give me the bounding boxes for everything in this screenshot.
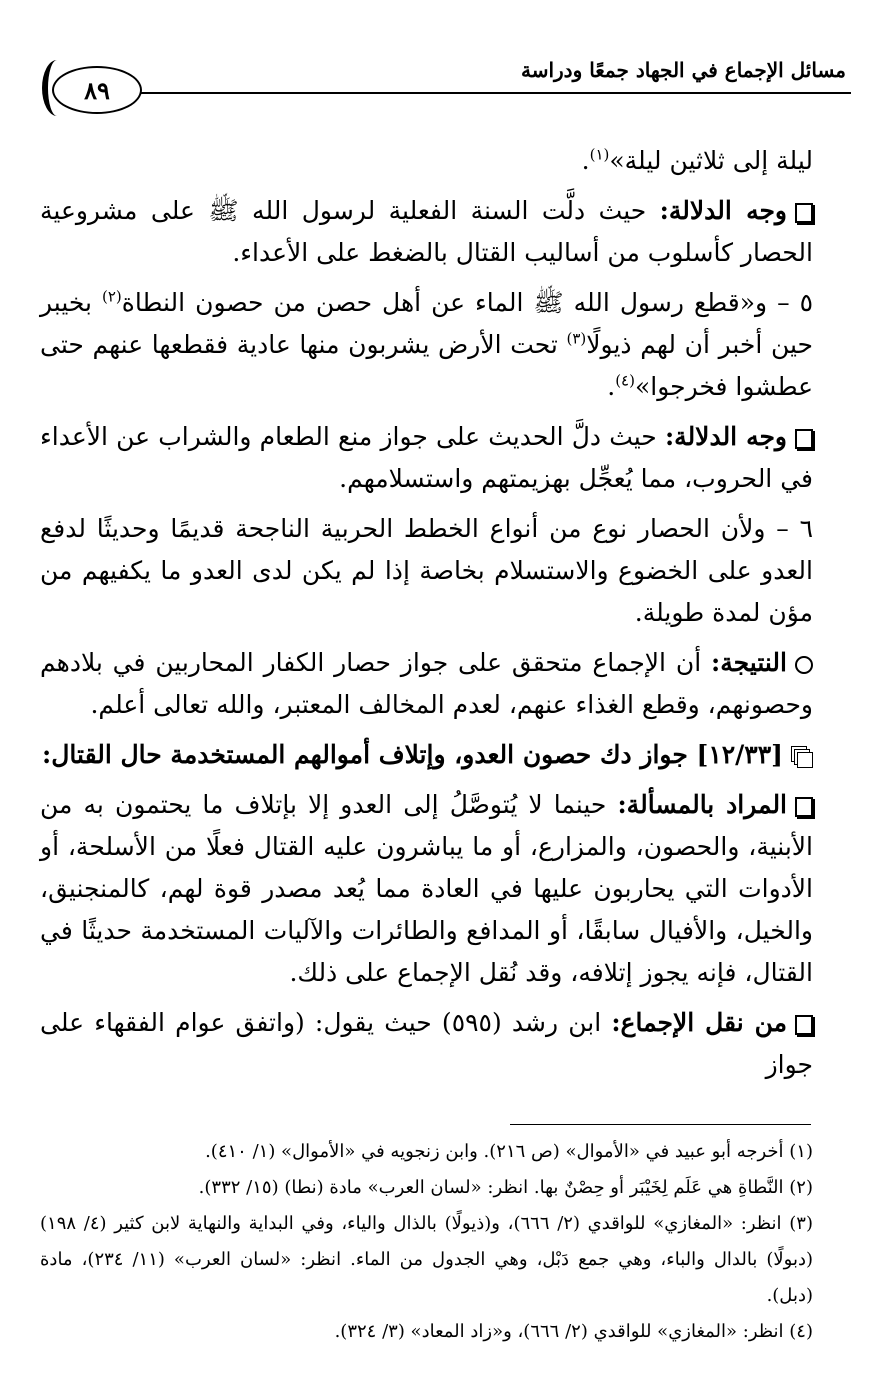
paragraph-item-5 bbox=[40, 282, 813, 408]
paragraph-term: النتيجة: bbox=[711, 648, 787, 677]
paragraph-meaning bbox=[40, 784, 813, 994]
footnote: (٢) النَّطاةِ هي عَلَم لِخَيْبَر أو حِصْنٌ بها. انظر: «لسان العرب» مادة (نطا) (١٥/ ٣٣٢). bbox=[198, 1177, 813, 1198]
running-title: مسائل الإجماع في الجهاد جمعًا ودراسة bbox=[520, 58, 846, 82]
paragraph-indication bbox=[40, 190, 813, 274]
stacked-pages-icon bbox=[791, 746, 813, 768]
paragraph-text: ابن رشد (٥٩٥) حيث يقول: (واتفق عوام الفقهاء على جواز bbox=[40, 1008, 813, 1079]
paragraph-item-6: ٦ – ولأن الحصار نوع من أنواع الخطط الحربية الناجحة قديمًا وحديثًا لدفع العدو على الخضوع والاستسلام بخاصة إذا لم يكن لدى العدو ما يكفيهم من مؤن لمدة طويلة. bbox=[40, 514, 813, 627]
section-heading bbox=[40, 734, 813, 776]
paragraph-term: وجه الدلالة: bbox=[659, 196, 787, 225]
circle-bullet-icon bbox=[795, 656, 813, 674]
paragraph-text: بخيبر حين أخبر أن لهم ذيولًا bbox=[40, 288, 813, 359]
footnote: (١) أخرجه أبو عبيد في «الأموال» (ص ٢١٦). وابن زنجويه في «الأموال» (١/ ٤١٠). bbox=[205, 1141, 813, 1162]
paragraph-text: أن الإجماع متحقق على جواز حصار الكفار المحاربين في بلادهم وحصونهم، وقطع الغذاء عنهم، لعدم المخالف المعتبر، والله تعالى أعلم. bbox=[40, 648, 813, 719]
paragraph-consensus bbox=[40, 1002, 813, 1086]
paragraph-text: ليلة إلى ثلاثين ليلة» bbox=[609, 146, 813, 175]
footnote-ref: (٣) bbox=[566, 329, 587, 348]
footnote-ref: (٤) bbox=[615, 371, 635, 390]
square-bullet-icon bbox=[795, 797, 813, 817]
body-text bbox=[40, 140, 813, 1094]
paragraph-text: حيث دلَّ الحديث على جواز منع الطعام والشراب عن الأعداء في الحروب، مما يُعجِّل بهزيمتهم واستسلامهم. bbox=[40, 422, 813, 493]
paragraph-term: من نقل الإجماع: bbox=[611, 1008, 788, 1037]
footnote-ref: (١) bbox=[589, 145, 610, 164]
section-heading-text: [١٢/٣٣] جواز دك حصون العدو، وإتلاف أموالهم المستخدمة حال القتال: bbox=[42, 740, 783, 769]
paragraph-result bbox=[40, 642, 813, 726]
paragraph-indication bbox=[40, 416, 813, 500]
header-rule bbox=[140, 92, 851, 94]
paragraph-text: تحت الأرض يشربون منها عادية فقطعها عنهم حتى عطشوا فخرجوا» bbox=[40, 330, 813, 401]
footnote-separator bbox=[510, 1124, 811, 1125]
paragraph-continuation bbox=[40, 140, 813, 182]
paragraph-term: وجه الدلالة: bbox=[664, 422, 787, 451]
paragraph-text: حينما لا يُتوصَّلُ إلى العدو إلا بإتلاف ما يحتمون به من الأبنية، والحصون، والمزارع، أو ما يباشرون عليه القتال فعلًا من الأسلحة، أو الأدوات التي يحاربون عليها في العادة مما يُعد مصدر قوة لهم، كالمنجنيق، والخيل، والأفيال سابقًا، أو المدافع والطائرات والآليات المستخدمة حديثًا في القتال، فإنه يجوز إتلافه، وقد نُقل الإجماع على ذلك. bbox=[40, 790, 813, 987]
footnote: (٤) انظر: «المغازي» للواقدي (٢/ ٦٦٦)، و«زاد المعاد» (٣/ ٣٢٤). bbox=[334, 1321, 813, 1342]
footnotes bbox=[40, 1134, 813, 1350]
footnote-ref: (٢) bbox=[101, 287, 122, 306]
square-bullet-icon bbox=[795, 429, 813, 449]
paragraph-text: ٥ – و«قطع رسول الله ﷺ الماء عن أهل حصن من حصون النطاة bbox=[121, 288, 813, 317]
square-bullet-icon bbox=[795, 1015, 813, 1035]
paragraph-end: . bbox=[607, 372, 616, 401]
page-number: ٨٩ bbox=[52, 66, 142, 114]
square-bullet-icon bbox=[795, 203, 813, 223]
footnote: (٣) انظر: «المغازي» للواقدي (٢/ ٦٦٦)، و(ذيولًا) بالذال والياء، وفي البداية والنهاية لابن كثير (٤/ ١٩٨) (دبولًا) بالدال والباء، وهي جمع دَبْل، وهي الجدول من الماء. انظر: «لسان العرب» (١١/ ٢٣٤)، مادة (دبل). bbox=[40, 1213, 813, 1306]
paragraph-end: . bbox=[581, 146, 590, 175]
paragraph-term: المراد بالمسألة: bbox=[617, 790, 788, 819]
paragraph-text: حيث دلَّت السنة الفعلية لرسول الله ﷺ على مشروعية الحصار كأسلوب من أساليب القتال بالضغط على الأعداء. bbox=[40, 196, 813, 267]
